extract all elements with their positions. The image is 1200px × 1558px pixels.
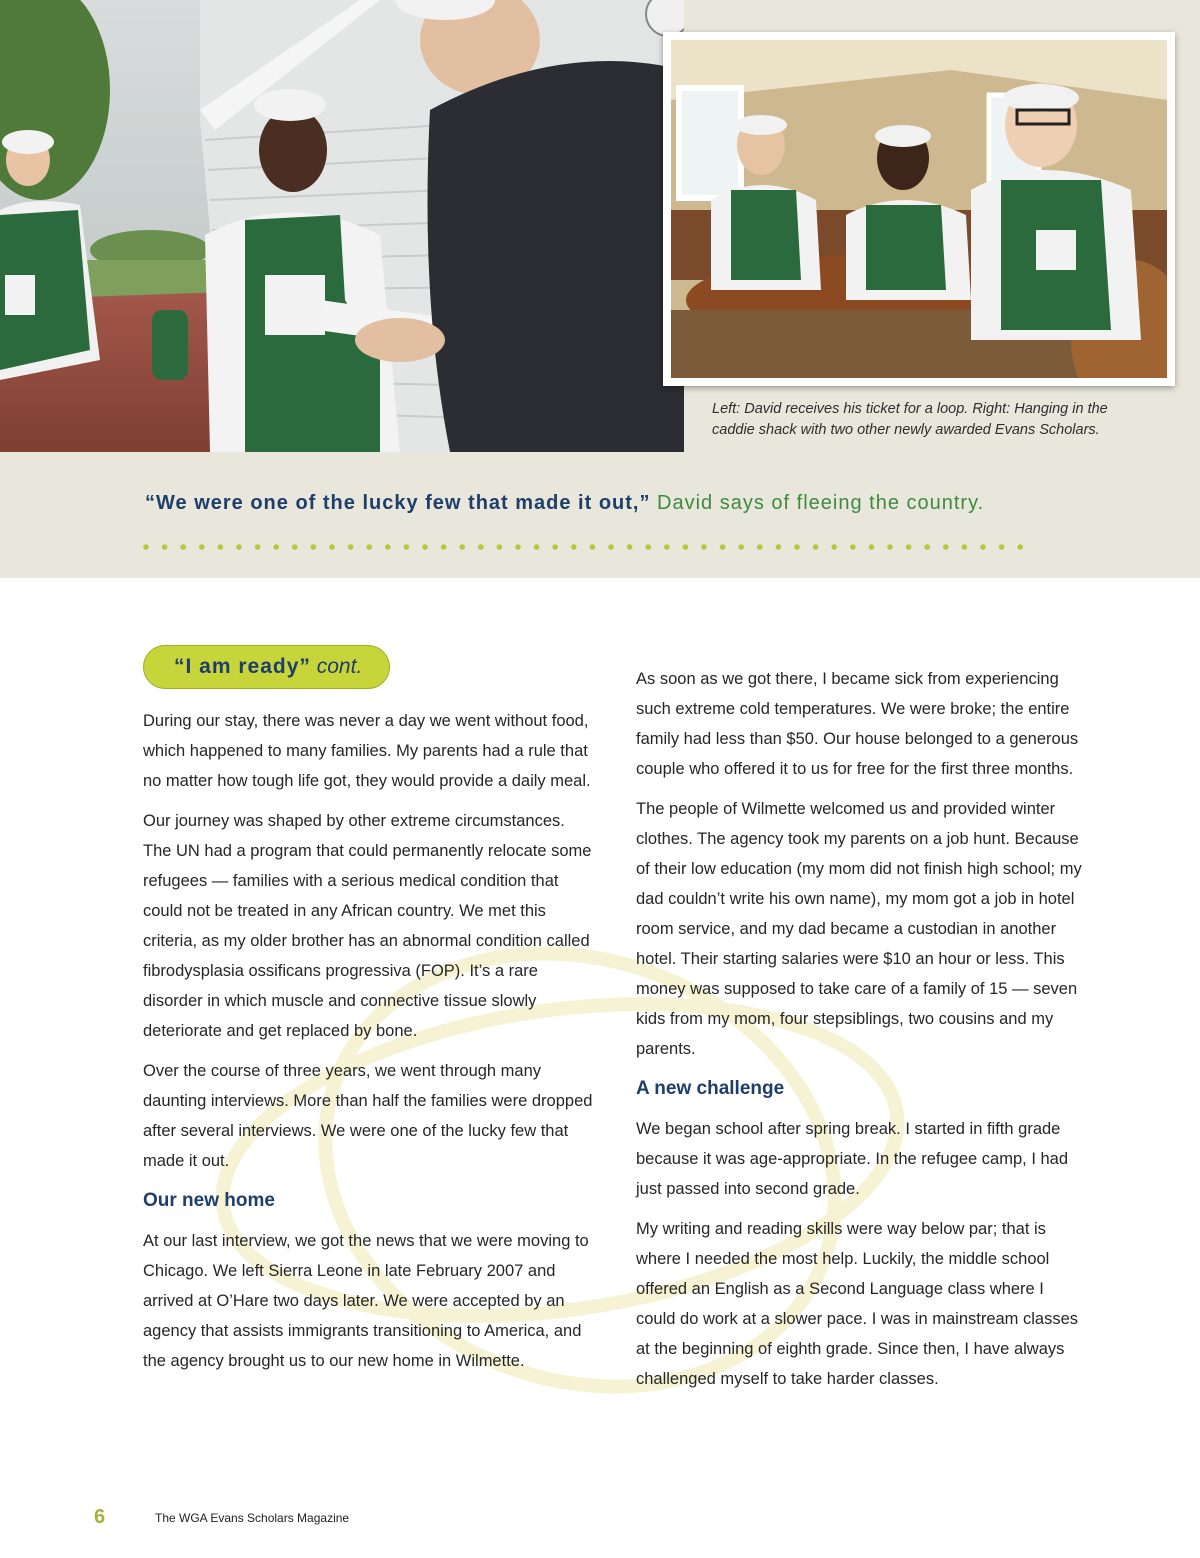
paragraph: Over the course of three years, we went through many daunting interviews. More than half the families were dropped after several interviews. We were one of the lucky few that made it out. — [143, 1062, 593, 1170]
divider-dot — [552, 544, 558, 550]
divider-dot — [422, 544, 428, 550]
section-tag — [143, 645, 390, 689]
right-column — [636, 664, 1086, 1404]
divider-dot — [311, 544, 317, 550]
photo-caddie-shack — [671, 40, 1167, 378]
divider-dot — [906, 544, 912, 550]
section-tag-cont: cont. — [316, 655, 363, 678]
divider-dot — [404, 544, 410, 550]
paragraph: During our stay, there was never a day we went without food, which happened to many families. My parents had a rule that no matter how tough life got, they would provide a daily meal. — [143, 712, 591, 790]
divider-dot — [348, 544, 354, 550]
divider-dot — [664, 544, 670, 550]
divider-dot — [571, 544, 577, 550]
divider-dot — [273, 544, 279, 550]
divider-dot — [534, 544, 540, 550]
paragraph: The people of Wilmette welcomed us and provided winter clothes. The agency took my parents on a job hunt. Because of their low education (my mom did not finish high school; my dad couldn’t write his own name), my mom got a job in hotel room service, and my dad became a custodian in another hotel. Their starting salaries were $10 an hour or less. This money was supposed to take care of a family of 15 — seven kids from my mom, four stepsiblings, two cousins and my parents. — [636, 800, 1082, 1058]
divider-dot — [608, 544, 614, 550]
photo-david-receives-ticket — [0, 0, 684, 452]
divider-dot — [720, 544, 726, 550]
divider-dot — [180, 544, 186, 550]
divider-dot — [924, 544, 930, 550]
paragraph: My writing and reading skills were way below par; that is where I needed the most help. Luckily, the middle school offered an English as a Second Language class where I could do work at a slower pace. I was in mainstream classes at the beginning of eighth grade. Since then, I have always challenged myself to take harder classes. — [636, 1220, 1079, 1388]
divider-dot — [999, 544, 1005, 550]
divider-dot — [590, 544, 596, 550]
divider-dot — [292, 544, 298, 550]
dotted-divider — [140, 540, 1040, 554]
photo-caption: Left: David receives his ticket for a loop. Right: Hanging in the caddie shack with two other newly awarded Evans Scholars. — [712, 401, 1108, 438]
divider-dot — [850, 544, 856, 550]
divider-dot — [478, 544, 484, 550]
divider-dot — [794, 544, 800, 550]
paragraph: We began school after spring break. I started in fifth grade because it was age-appropriate. In the refugee camp, I had just passed into second grade. — [636, 1120, 1069, 1198]
publication-title: The WGA Evans Scholars Magazine — [155, 1511, 350, 1525]
divider-dot — [218, 544, 224, 550]
paragraph: Our journey was shaped by other extreme circumstances. The UN had a program that could permanently relocate some refugees — families with a serious medical condition that could not be treated in any African country. We met this criteria, as my older brother has an abnormal condition called fibrodysplasia ossificans progressiva (FOP). It’s a rare disorder in which muscle and connective tissue slowly deteriorate and get replaced by bone. — [143, 812, 592, 1040]
divider-dot — [441, 544, 447, 550]
section-tag-title: “I am ready” — [174, 655, 311, 678]
subheading-a-new-challenge: A new challenge — [636, 1078, 785, 1099]
pull-quote — [145, 492, 1145, 515]
page-number: 6 — [94, 1506, 106, 1528]
photo-frame — [663, 32, 1175, 386]
pull-quote-attribution: David says of fleeing the country. — [657, 492, 985, 514]
divider-dot — [738, 544, 744, 550]
left-column — [143, 706, 593, 1386]
divider-dot — [366, 544, 372, 550]
divider-dot — [162, 544, 168, 550]
paragraph: At our last interview, we got the news that we were moving to Chicago. We left Sierra Leone in late February 2007 and arrived at O’Hare two days later. We were accepted by an agency that assists immigrants transitioning to America, and the agency brought us to our new home in Wilmette. — [143, 1232, 589, 1370]
divider-dot — [962, 544, 968, 550]
divider-dot — [143, 544, 149, 550]
divider-dot — [627, 544, 633, 550]
divider-dot — [701, 544, 707, 550]
divider-dot — [869, 544, 875, 550]
divider-dot — [645, 544, 651, 550]
divider-dot — [459, 544, 465, 550]
subheading-our-new-home: Our new home — [143, 1190, 275, 1211]
divider-dot — [255, 544, 261, 550]
divider-dot — [385, 544, 391, 550]
divider-dot — [776, 544, 782, 550]
divider-dot — [831, 544, 837, 550]
divider-dot — [236, 544, 242, 550]
divider-dot — [943, 544, 949, 550]
divider-dot — [329, 544, 335, 550]
paragraph: As soon as we got there, I became sick from experiencing such extreme cold temperatures. We were broke; the entire family had less than $50. Our house belonged to a generous couple who offered it to us for free for the first three months. — [636, 670, 1079, 778]
divider-dot — [497, 544, 503, 550]
divider-dot — [813, 544, 819, 550]
divider-dot — [683, 544, 689, 550]
divider-dot — [515, 544, 521, 550]
pull-quote-text: “We were one of the lucky few that made it out,” — [145, 492, 651, 514]
divider-dot — [757, 544, 763, 550]
divider-dot — [980, 544, 986, 550]
divider-dot — [887, 544, 893, 550]
divider-dot — [199, 544, 205, 550]
divider-dot — [1017, 544, 1023, 550]
